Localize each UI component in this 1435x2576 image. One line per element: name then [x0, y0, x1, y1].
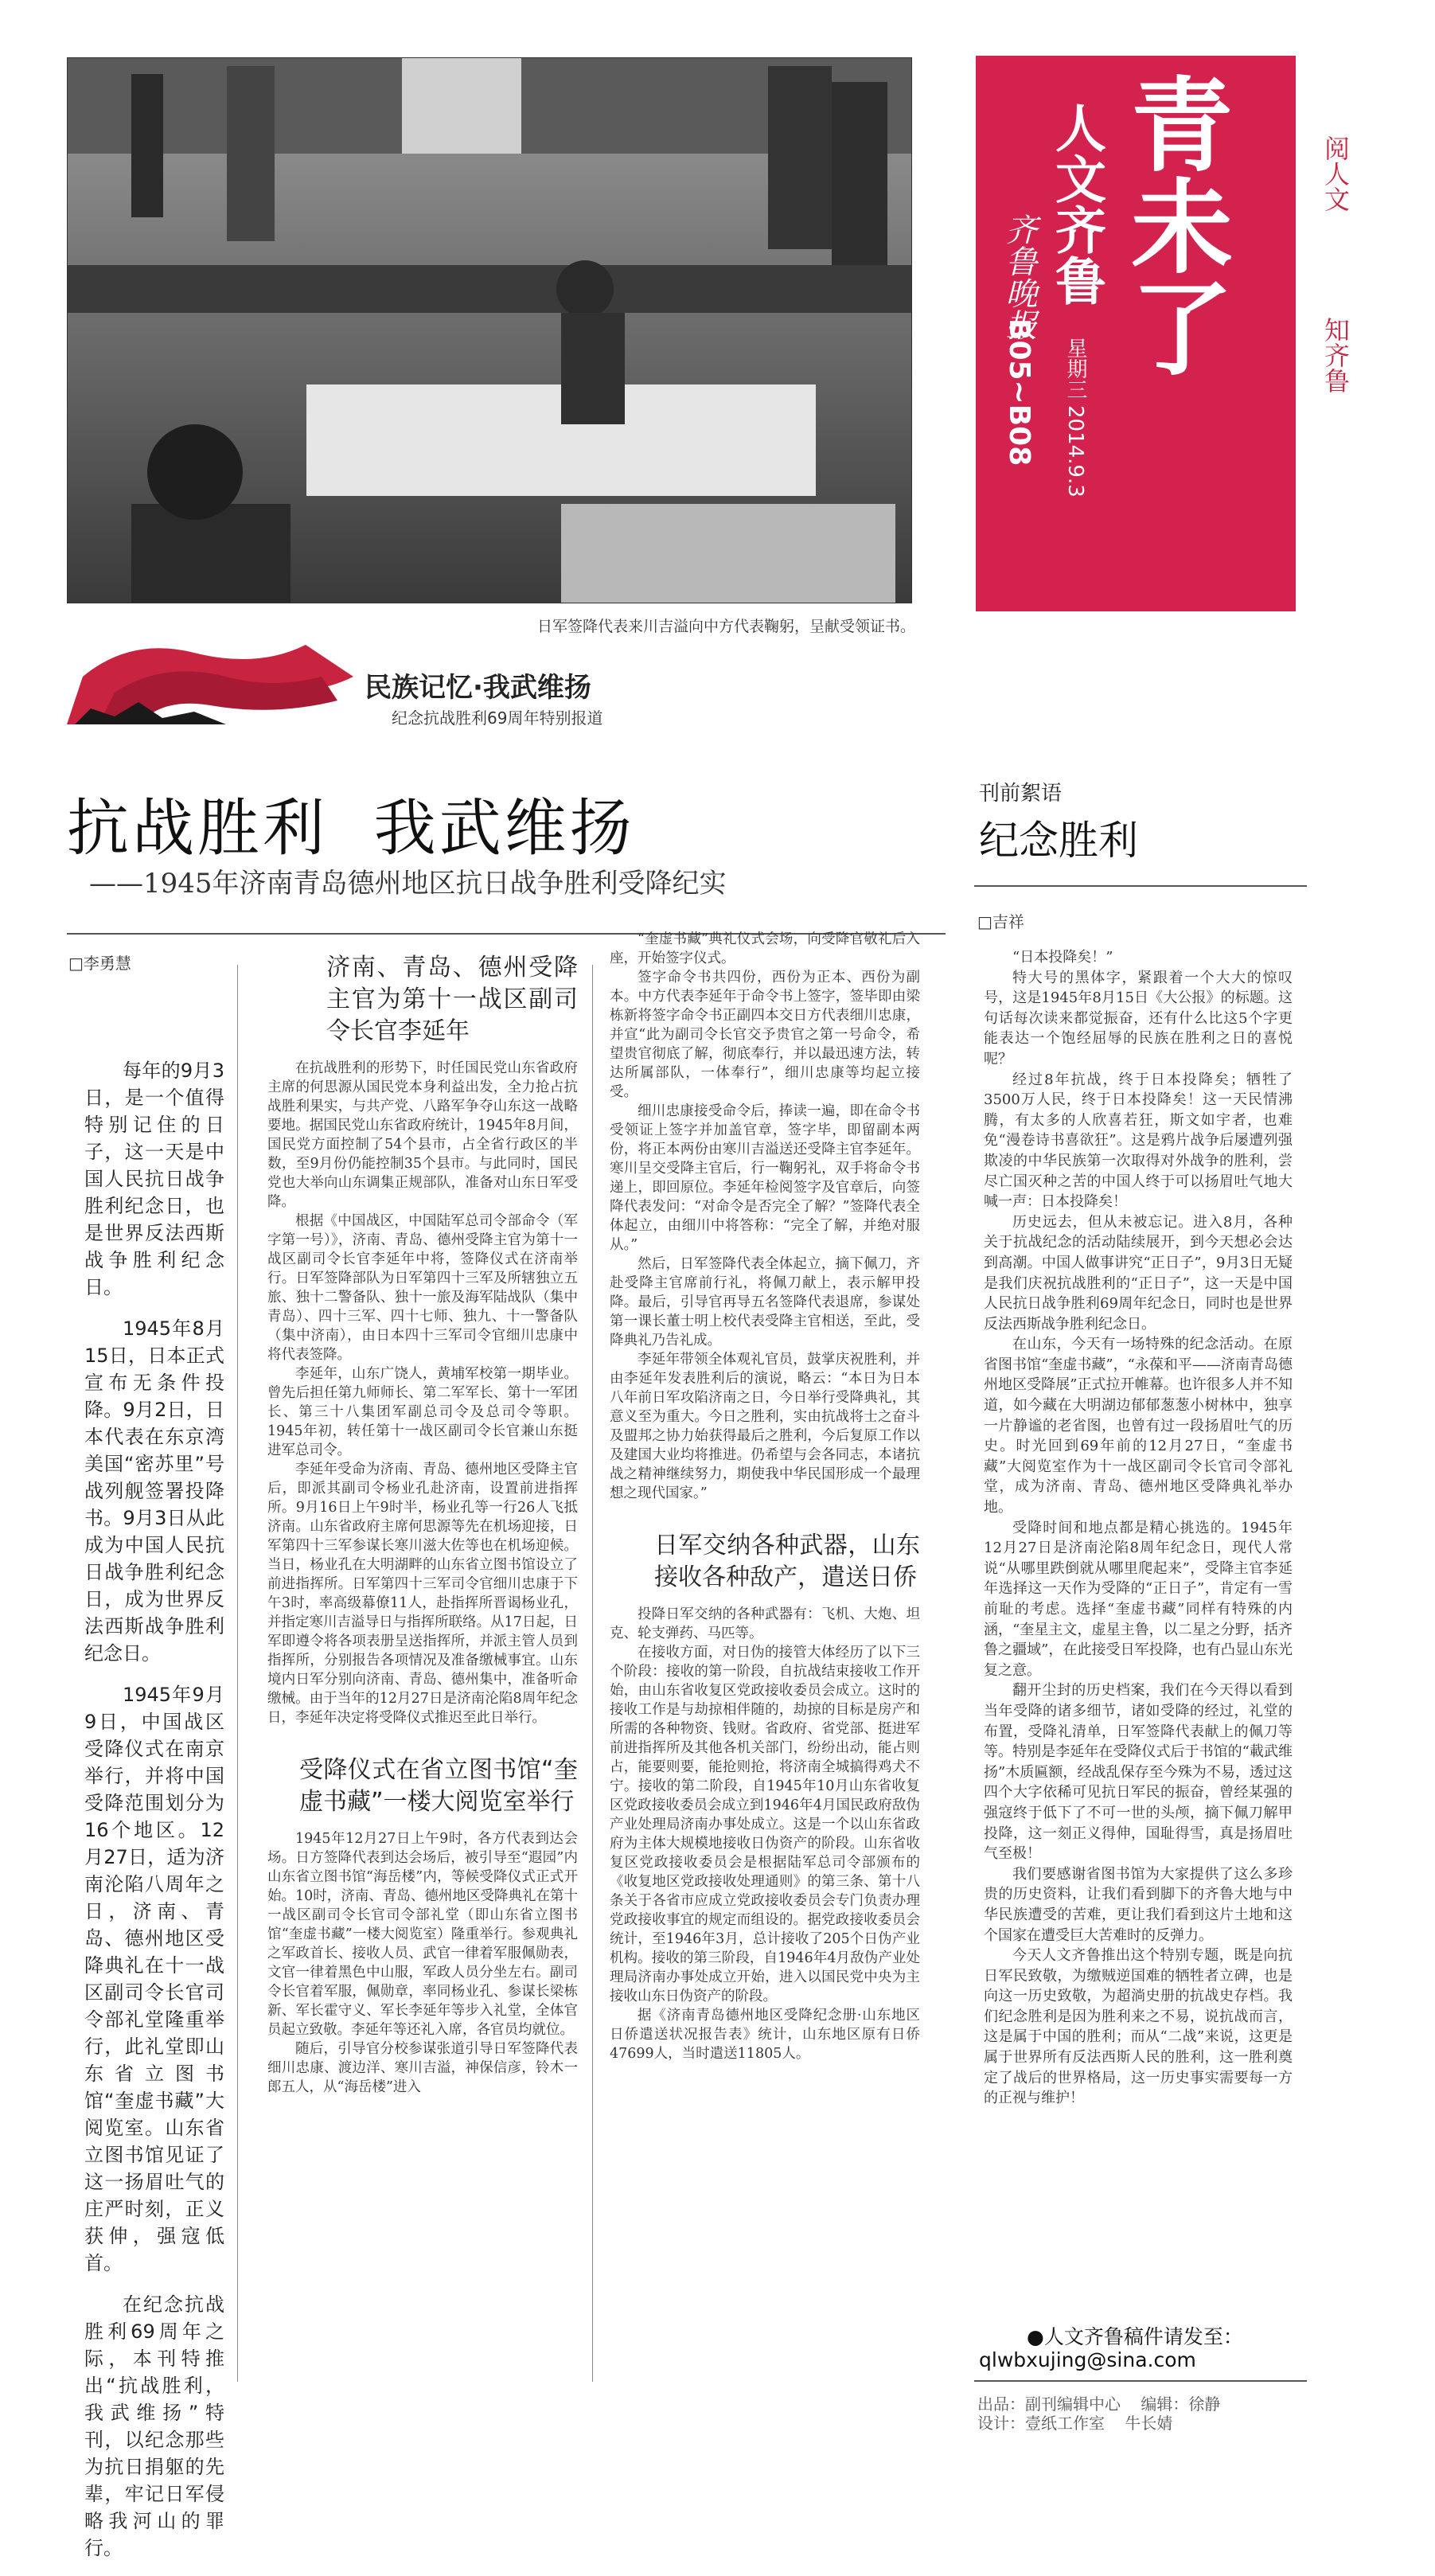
side-slogan-bottom-text: 知齐鲁	[1320, 317, 1351, 393]
credit-line: 出品：副刊编辑中心 编辑：徐静	[977, 2395, 1221, 2414]
article-paragraph: 据《济南青岛德州地区受降纪念册·山东地区日侨遣送状况报告表》统计，山东地区原有日侨47699人，当时遣送11805人。	[610, 2008, 920, 2062]
sub-headline: ——1945年济南青岛德州地区抗日战争胜利受降纪实	[89, 868, 727, 900]
article-paragraph: 李延年受命为济南、青岛、德州地区受降主官后，即派其副司令杨业孔赴济南，设置前进指挥所。9月16日上午9时半，杨业孔等一行26人飞抵济南。山东省政府主席何思源等先在机场迎接，日军第四十三军参谋长寒川滋大佐等也在机场迎候。当日，杨业孔在大明湖畔的山东省立图书馆设立了前进指挥所。日军第四十三军司令官细川忠康于下午3时，率高级幕僚11人，赴指挥所晋谒杨业孔，并指定寒川吉溢导日与指挥所联络。从17日起，日军即遵令将各项表册呈送指挥所，并派主管人员到指挥所，分别报告各项情况及准备缴械事宜。山东境内日军分别向济南、青岛、德州集中，准备听命缴械。由于当年的12月27日是济南沦陷8周年纪念日，李延年决定将受降仪式推迟至此日举行。	[267, 1462, 578, 1726]
summary-paragraph: 每年的9月3日，是一个值得特别记住的日子，这一天是中国人民抗日战争胜利纪念日，也是世界反法西斯战争胜利纪念日。	[84, 1060, 224, 1298]
summary-paragraph: 在纪念抗战胜利69周年之际，本刊特推出“抗战胜利，我武维扬”特刊，以纪念那些为抗日捐躯的先辈，牢记日军侵略我河山的罪行。	[84, 2293, 224, 2559]
column-body	[984, 947, 1293, 2109]
column-paragraph: 翻开尘封的历史档案，我们在今天得以看到当年受降的诸多细节，诸如受降的经过，礼堂的布置，受降礼清单，日军签降代表献上的佩刀等等。特别是李延年在受降仪式后于书馆的“載武维扬”木质匾额，经战乱保存至今殊为不易，透过这四个大字依稀可见抗日军民的振奋，曾经某强的强寇终于低下了不可一世的头颅，摘下佩刀解甲投降，这一刻正义得伸，国耻得雪，真是扬眉吐气至极！	[984, 1682, 1293, 1863]
column-paragraph: 今天人文齐鲁推出这个特别专题，既是向抗日军民致敬，为缴贼逆国难的牺牲者立碑，也是向这一历史致敬，为超淌史册的抗战史存档。我们纪念胜利是因为胜利来之不易，说抗战而言，这是属于中国的胜利；而从“二战”来说，这更是属于世界所有反法西斯人民的胜利，这一胜利奠定了战后的世界格局，这一历史事实需要每一方的正视与维护！	[984, 1947, 1293, 2107]
issue-weekday: 星期三	[1063, 338, 1087, 400]
surrender-ceremony-image	[68, 58, 911, 603]
masthead-title-text: 青未了	[1113, 72, 1232, 377]
article-paragraph: 在接收方面，对日伪的接管大体经历了以下三个阶段：接收的第一阶段，自抗战结束接收工作开始，由山东省收复区党政接收委员会成立。这时的接收工作是与劫掠相伴随的，劫掠的目标是房产和所需的各种物资、钱财。省政府、省党部、挺进军前进指挥所及其他各机关部门，纷纷出动，能占则占，能要则要，能抢则抢，将济南全城搞得鸡犬不宁。接收的第二阶段，自1945年10月山东省收复区党政接收委员会成立到1946年4月国民政府敌伪产业处理局济南办事处成立。这是一个以山东省政府为主体大规模地接收日伪资产的阶段。山东省收复区党政接收委员会是根据陆军总司令部颁布的《收复地区党政接收处理通则》的第三条、第十八条关于各省市应成立党政接收委员会专门负责办理党政接收事宜的规定而组设的。据党政接收委员会统计，至1946年3月，总计接收了205个日伪产业机构。接收的第三阶段，自1946年4月敌伪产业处理局济南办事处成立开始，进入以国民党中央为主接收山东日伪资产的阶段。	[610, 1645, 920, 2004]
column-paragraph: 经过8年抗战，终于日本投降矣；牺牲了3500万人民，终于日本投降矣！这一天民情沸腾，有太多的人欣喜若狂，斯文如宇者，也难免“漫卷诗书喜欲狂”。这是鸦片战争后屡遭列强欺凌的中华民族第一次取得对外战争的胜利，尝尽亡国灭种之苦的中国人终于可以扬眉吐气地大喊一声：日本投降矣！	[984, 1071, 1293, 1211]
column-paragraph: “日本投降矣！”	[1012, 949, 1113, 966]
page-range-text: B05~B08	[1003, 318, 1035, 466]
banner-title: 民族记忆·我武维扬	[365, 672, 591, 704]
article-paragraph: 在抗战胜利的形势下，时任国民党山东省政府主席的何思源从国民党本身利益出发，全力抢占抗战胜利果实，与共产党、八路军争夺山东这一战略要地。据国民党山东省政府统计，1945年8月间，国民党方面控制了54个县市，占全省行政区的半数，至9月份仍能控制35个县市。与此同时，国民党也大举向山东调集正规部队，准备对山东日军受降。	[267, 1060, 578, 1210]
masthead-title	[1113, 72, 1232, 396]
masthead-subtitle-text: 人文齐鲁	[1047, 102, 1105, 306]
column-paragraph: 特大号的黑体字，紧跟着一个大大的惊叹号，这是1945年8月15日《大公报》的标题。这句话每次读来都觉振奋，还有什么比这5个字更能表达一个饱经屈辱的民族在胜利之日的喜悦呢？	[984, 969, 1293, 1067]
article-paragraph: 1945年12月27日上午9时，各方代表到达会场。日方签降代表到达会场后，被引导至“遐园”内山东省立图书馆“海岳楼”内，等候受降仪式正式开始。10时，济南、青岛、德州地区受降典礼在第十一战区副司令长官司令部礼堂（即山东省立图书馆“奎虚书藏”一楼大阅览室）隆重举行。参观典礼之军政首长、接收人员、武官一律着军服佩勋表，文官一律着黑色中山服，军政人员分坐左右。副司令长官着军服，佩勋章，率同杨业孔、参谋长梁栋新、军长霍守义、军长李延年等步入礼堂，全体官员起立致敬。李延年等还礼入席，各官员均就位。	[267, 1831, 578, 2038]
article-paragraph: 李延年，山东广饶人，黄埔军校第一期毕业。曾先后担任第九师师长、第二军军长、第十一军团长、第三十八集团军副总司令及总司令等职。1945年初，转任第十一战区副司令长官兼山东挺进军总司令。	[267, 1366, 578, 1458]
article-paragraph: 根据《中国战区，中国陆军总司令部命令（军字第一号）》，济南、青岛、德州受降主官为第十一战区副司令长官李延年中将，签降仪式在济南举行。日军签降部队为日军第四十三军及所辖独立五旅、独十二警备队、独十一旅及海军陆战队（集中青岛）、四十三军、四十七师、独九、十一警备队（集中济南），由日本四十三军司令官细川忠康中将代表签降。	[267, 1213, 578, 1363]
column-paragraph: 我们要感谢省图书馆为大家提供了这么多珍贵的历史资料，让我们看到脚下的齐鲁大地与中华民族遭受的苦难，更让我们看到这片土地和这个国家在遭受巨大苦难时的反弹力。	[984, 1865, 1293, 1944]
contact-email[interactable]: qlwbxujing@sina.com	[979, 2348, 1196, 2371]
column-rule	[237, 965, 238, 2382]
summary-paragraph: 1945年9月9日，中国战区受降仪式在南京举行，并将中国受降范围划分为16个地区。12月27日，适为济南沦陷八周年之日，济南、青岛、德州地区受降典礼在十一战区副司令长官司令部礼堂隆重举行，此礼堂即山东省立图书馆“奎虚书藏”大阅览室。山东省立图书馆见证了这一扬眉吐气的庄严时刻，正义获伸，强寇低首。	[84, 1684, 224, 2274]
article-paragraph: 细川忠康接受命令后，捧读一遍，即在命令书受领证上签字并加盖官章，签字毕，即留副本两份，将正本两份由寒川吉溢送还受降主官李延年。寒川呈交受降主官后，行一鞠躬礼，双手将命令书递上，即回原位。李延年检阅签字及官章后，向签降代表发问：“对命令是否完全了解？”签降代表全体起立，由细川中将答称：“完全了解，并绝对服从。”	[610, 1103, 920, 1253]
side-slogan-top-text: 阅人文	[1320, 135, 1351, 212]
newspaper-name-text: 齐鲁晚报	[1000, 213, 1037, 341]
column-title: 纪念胜利	[979, 818, 1138, 864]
red-flag-icon	[67, 629, 369, 724]
section-heading-2: 受降仪式在省立图书馆“奎虚书藏”一楼大阅览室举行	[299, 1756, 578, 1816]
photo-caption: 日军签降代表来川吉溢向中方代表鞠躬，呈献受领证书。	[536, 618, 915, 635]
side-slogan-bottom	[1320, 317, 1351, 400]
article-paragraph: 投降日军交纳的各种武器有：飞机、大炮、坦克、轮支弹药、马匹等。	[610, 1606, 920, 1641]
article-paragraph: 签字命令书共四份，西份为正本、西份为副本。中方代表李延年于命令书上签字，签毕即由梁栋新将签字命令书正副四本交日方代表细川忠康，并宣“此为副司令长官交予贵官之第一号命令，希望贵官彻底了解，彻底奉行，并以最迅速方法，转达所属部队，一体奉行”，细川忠康等均起立接受。	[610, 970, 920, 1100]
page-range	[1000, 318, 1038, 473]
column-paragraph: 在山东，今天有一场特殊的纪念活动。在原省图书馆“奎虚书藏”，“永葆和平——济南青岛德州地区受降展”正式拉开帷幕。也许很多人并不知道，如今藏在大明湖边郁郁葱葱小树林中，独享一片静谧的老省图，也曾有过一段扬眉吐气的历史。时光回到69年前的12月27日，“奎虚书藏”大阅览室作为十一战区副司令长官司令部礼堂，成为济南、青岛、德州地区受降典礼举办地。	[984, 1336, 1293, 1516]
column-label: 刊前絮语	[979, 782, 1063, 806]
side-slogan-top	[1320, 135, 1351, 219]
column-paragraph: 历史远去，但从未被忘记。进入8月，各种关于抗战纪念的活动陆续展开，到今天想必会达到高潮。中国人做事讲究“正日子”，9月3日无疑是我们庆祝抗战胜利的“正日子”，这一天是中国人民抗日战争胜利69周年纪念日，同时也是世界反法西斯战争胜利纪念日。	[984, 1213, 1293, 1333]
article-paragraph: 随后，引导官分校参谋张道引导日军签降代表细川忠康、渡边洋、寒川吉溢，神保信彦，铃木一郎五人，从“海岳楼”进入	[267, 2041, 578, 2095]
column-paragraph: 受降时间和地点都是精心挑选的。1945年12月27日是济南沦陷8周年纪念日，现代人常说“从哪里跌倒就从哪里爬起来”，受降主官李延年选择这一天作为受降的“正日子”，肯定有一雪前耻的考虑。选择“奎虚书藏”同样有特殊的内涵，“奎星主文，虚星主鲁，以二星之分野，括齐鲁之疆域”，在此接受日军投降，也有凸显山东光复之意。	[984, 1519, 1293, 1679]
section-heading-1: 济南、青岛、德州受降主官为第十一战区副司令长官李延年	[326, 954, 578, 1045]
banner-subtitle: 纪念抗战胜利69周年特别报道	[392, 708, 603, 728]
main-headline: 抗战胜利 我武维扬	[67, 793, 635, 865]
article-paragraph: 李延年带领全体观礼官员，鼓掌庆祝胜利，并由李延年发表胜利后的演说，略云：“本日为日本八年前日军攻陷济南之日，今日举行受降典礼，其意义至为重大。今日之胜利，实由抗战将士之奋斗及盟邦之协力始获得最后之胜利，今后复原工作以及建国大业均将推进。仍希望与会各同志，本诸抗战之精神继续努力，期使我中华民国形成一个最理想之现代国家。”	[610, 1352, 920, 1501]
article-column-2	[267, 952, 578, 2097]
contact-label: ●人文齐鲁稿件请发至：	[1027, 2325, 1243, 2348]
article-paragraph: 然后，日军签降代表全体起立，摘下佩刀，齐赴受降主官席前行礼，将佩刀献上，表示解甲投降。最后，引导官再导五名签降代表退席，参谋处第一课长董士明上校代表受降主官相送，至此，受降典礼乃告礼成。	[610, 1256, 920, 1348]
article-paragraph: “奎虚书藏”典礼仪式会场，向受降官敬礼后入座，开始签字仪式。	[610, 931, 920, 966]
section-heading-3: 日军交纳各种武器，山东接收各种敌产，遣送日侨	[654, 1532, 920, 1591]
historical-photo	[67, 57, 912, 603]
credit-line: 设计：壹纸工作室 牛长婧	[977, 2414, 1173, 2433]
masthead-subtitle	[1044, 102, 1108, 318]
issue-date-text: 2014.9.3	[1063, 405, 1087, 498]
column-author: □吉祥	[977, 912, 1024, 931]
divider	[974, 885, 1307, 887]
divider	[974, 2380, 1307, 2382]
summary-paragraph: 1945年8月15日，日本正式宣布无条件投降。9月2日，日本代表在东京湾美国“密苏里”号战列舰签署投降书。9月3日从此成为中国人民抗日战争胜利纪念日，成为世界反法西斯战争胜利纪念日。	[84, 1317, 224, 1665]
article-column-3	[610, 930, 920, 2063]
author-byline: □李勇慧	[68, 954, 131, 973]
column-rule	[592, 965, 593, 2382]
summary-column	[84, 1057, 224, 2576]
issue-date	[1062, 338, 1089, 503]
